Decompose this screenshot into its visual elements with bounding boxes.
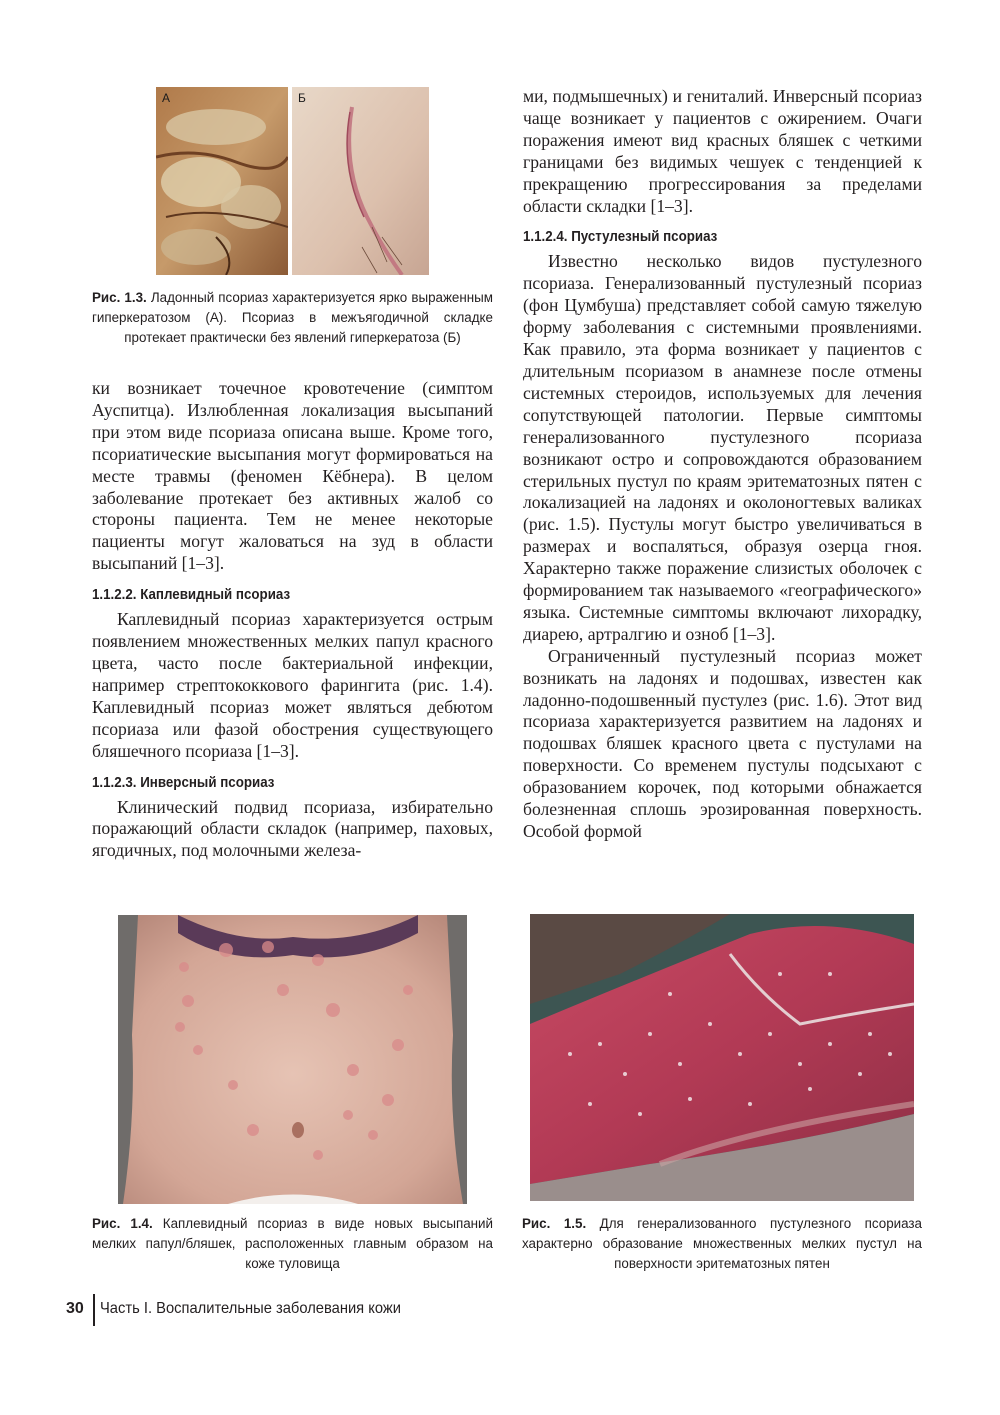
left-paragraph-3: Клинический подвид псориаза, избирательно поражающий области складок (например, паховых, ягодичных, под молочными железа-	[92, 796, 493, 861]
figure-1-4-caption-number: Рис. 1.4.	[92, 1216, 153, 1231]
figure-1-4-caption	[92, 1214, 493, 1274]
figure-1-5-caption	[522, 1214, 922, 1274]
page-number: 30	[66, 1300, 84, 1317]
right-paragraph-3: Ограниченный пустулезный псориаз может возникать на ладонях и подошвах, известен как ладонно-подошвенный пустулез (рис. 1.6). Этот вид псориаза характеризуется развитием на ладонях и подошвах бляшек красного цвета с пустулами на поверхности. Со временем пустулы подсыхают с образованием корочек, под которыми обнажается болезненная сплошь эрозированная поверхность. Особой формой	[523, 645, 922, 841]
running-title: Часть I. Воспалительные заболевания кожи	[100, 1300, 401, 1317]
heading-1-1-2-4: 1.1.2.4. Пустулезный псориаз	[523, 229, 718, 246]
left-column	[92, 378, 493, 862]
figure-label-b: Б	[298, 91, 306, 105]
figure-1-4-photo	[118, 915, 467, 1204]
figure-1-4-caption-text: Каплевидный псориаз в виде новых высыпаний мелких папул/бляшек, расположенных главным образом на коже туловища	[92, 1216, 493, 1271]
left-paragraph-1: ки возникает точечное кровотечение (симптом Ауспитца). Излюбленная локализация высыпаний при этом виде псориаза описана выше. Кроме того, псориатические высыпания могут формироваться на месте травмы (феномен Кёбнера). В целом заболевание протекает без активных жалоб со стороны пациента. Тем не менее некоторые пациенты могут жаловаться на зуд в области высыпаний [1–3].	[92, 378, 493, 574]
figure-1-3-caption-text: Ладонный псориаз характеризуется ярко выраженным гиперкератозом (А). Псориаз в межъягодичной складке протекает практически без явлений гиперкератоза (Б)	[92, 290, 493, 345]
figure-1-5-photo	[530, 914, 914, 1201]
footer-divider	[93, 1294, 95, 1326]
figure-1-3b-photo	[292, 87, 429, 275]
heading-1-1-2-3: 1.1.2.3. Инверсный псориаз	[92, 774, 275, 791]
figure-1-3a-photo	[156, 87, 288, 275]
heading-1-1-2-2: 1.1.2.2. Каплевидный псориаз	[92, 587, 291, 604]
left-paragraph-2: Каплевидный псориаз характеризуется острым появлением множественных мелких папул красного цвета, часто после бактериальной инфекции, например стрептококкового фарингита (рис. 1.4). Каплевидный псориаз может являться дебютом псориаза или фазой обострения существующего бляшечного псориаза [1–3].	[92, 609, 493, 761]
figure-1-3-caption	[92, 288, 493, 348]
figure-1-5-caption-text: Для генерализованного пустулезного псориаза характерно образование множественных мелких пустул на поверхности эритематозных пятен	[522, 1216, 923, 1271]
figure-label-a: А	[162, 91, 171, 105]
figure-1-3-caption-number: Рис. 1.3.	[92, 290, 147, 305]
right-paragraph-2: Известно несколько видов пустулезного псориаза. Генерализованный пустулезный псориаз (фон Цумбуша) представляет собой самую тяжелую форму заболевания с системными проявлениями. Как правило, эта форма возникает у пациентов с длительным псориазом в анамнезе после отмены системных стероидов, используемых для лечения сопутствующей патологии. Первые симптомы генерализованного пустулезного псориаза возникают остро и сопровождаются образованием стерильных пустул по краям эритематозных пятен с локализацией на ладонях и околоногтевых валиках (рис. 1.5). Пустулы могут быстро увеличиваться в размерах и воспаляться, образуя озерца гноя. Характерно также поражение слизистых оболочек с формированием так называемого «географического» языка. Системные симптомы включают лихорадку, диарею, артралгию и озноб [1–3].	[523, 251, 922, 644]
right-column	[523, 86, 922, 843]
figure-1-5-caption-number: Рис. 1.5.	[522, 1216, 587, 1231]
right-paragraph-1: ми, подмышечных) и гениталий. Инверсный псориаз чаще возникает у пациентов с ожирением. Очаги поражения имеют вид красных бляшек с четкими границами без видимых чешуек с тенденцией к прекращению прогрессирования за пределами области складки [1–3].	[523, 86, 922, 216]
